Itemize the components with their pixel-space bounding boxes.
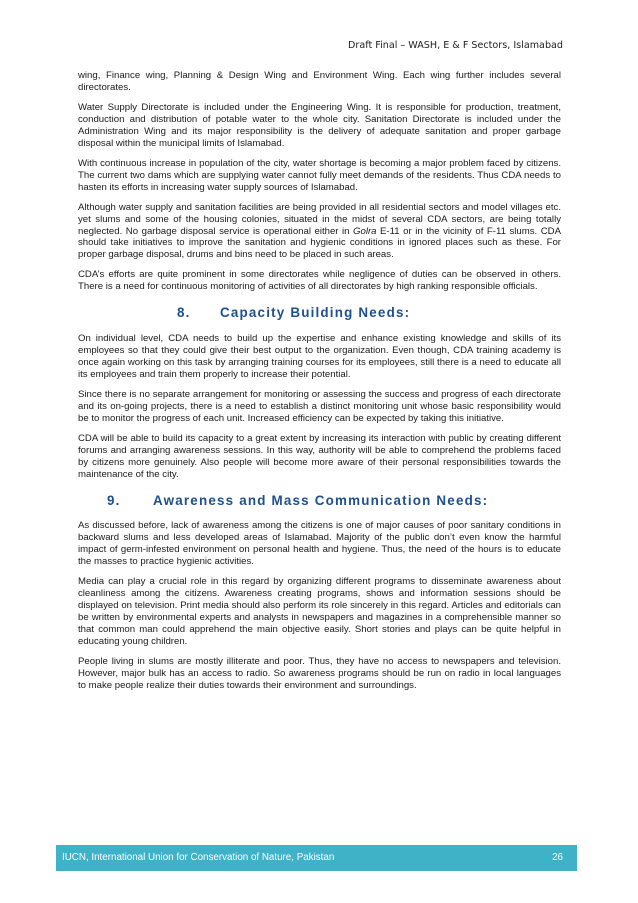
section-title: Awareness and Mass Communication Needs:	[153, 492, 489, 508]
footer-organization: IUCN, International Union for Conservation of Nature, Pakistan	[62, 852, 335, 863]
page-number: 26	[552, 852, 563, 863]
paragraph: As discussed before, lack of awareness among the citizens is one of major causes of poor sanitary conditions in backward slums and less developed areas of Islamabad. Majority of the public don’t even know the harmful impact of germ-infested environment on personal health and hygiene. Thus, the need of the hours is to educate the masses to practice hygienic activities.	[78, 520, 561, 568]
paragraph-golra	[78, 202, 561, 262]
paragraph: Water Supply Directorate is included under the Engineering Wing. It is responsible for production, treatment, conduction and distribution of potable water to the whole city. Sanitation Directorate is included under the Administration Wing and its major responsibility is the delivery of adequate sanitation and proper garbage disposal within the municipal limits of Islamabad.	[78, 102, 561, 149]
paragraph: wing, Finance wing, Planning & Design Wing and Environment Wing. Each wing further includes several directorates.	[78, 70, 561, 93]
paragraph: On individual level, CDA needs to build up the expertise and enhance existing knowledge and skills of its employees so that they could give their best output to the organization. Even though, CDA training academy is once again working on this task by arranging training courses for its employees, still there is a need to educate all its employees and train them properly to increase their potential.	[78, 333, 561, 380]
italic-place-name: Golra	[353, 225, 377, 237]
paragraph: Since there is no separate arrangement for monitoring or assessing the success and progress of each directorate and its on-going projects, there is a need to establish a distinct monitoring unit whose basic responsibility would be to monitor the progress of each unit. Increased efficiency can be expected by taking this initiative.	[78, 388, 561, 424]
paragraph: With continuous increase in population of the city, water shortage is becoming a major problem faced by citizens. The current two dams which are supplying water cannot fully meet demands of the residents. Thus CDA needs to hasten its efforts in increasing water supply sources of Islamabad.	[78, 157, 561, 193]
paragraph: Media can play a crucial role in this regard by organizing different programs to disseminate awareness about cleanliness among the citizens. Awareness creating programs, shows and information sessions should be displayed on television. Print media should also perform its role sincerely in this regard. Articles and editorials can be written by environmental experts and analysts in newspapers and magazines in a comprehensible manner so that common man could apprehend the main objective easily. Short stories and plays can be quite helpful in educating young children.	[78, 576, 561, 647]
text-run: E-11 or in the vicinity of F-11 slums. CDA should take initiatives to improve the sanitation and hygienic conditions in ignored places such as these. For proper garbage disposal, drums and bins need to be placed in such areas.	[78, 225, 561, 261]
document-body	[78, 70, 561, 692]
section-heading-9	[78, 492, 561, 508]
section-heading-8	[78, 307, 561, 319]
page-footer	[56, 845, 577, 871]
paragraph: CDA’s efforts are quite prominent in some directorates while negligence of duties can be observed in others. There is a need for continuous monitoring of activities of all directorates by high ranking responsible officials.	[78, 269, 561, 293]
text-run: Although water supply and sanitation facilities are being provided in all residential sectors and model villages etc. yet slums and some of the housing colonies, situated in the midst of several CDA sectors, are being totally neglected. No garbage disposal service is operational either in	[78, 201, 561, 237]
running-header: Draft Final – WASH, E & F Sectors, Islamabad	[348, 40, 563, 51]
section-number: 8.	[177, 305, 191, 321]
section-title: Capacity Building Needs:	[220, 305, 411, 321]
paragraph: People living in slums are mostly illiterate and poor. Thus, they have no access to newspapers and television. However, major bulk has an access to radio. So awareness programs should be run on radio in local languages to make people realize their duties towards their environment and surroundings.	[78, 655, 561, 691]
paragraph: CDA will be able to build its capacity to a great extent by increasing its interaction with public by creating different forums and arranging awareness sessions. In this way, authority will be able to comprehend the problems faced by citizens more genuinely. Also people will become more aware of their personal responsibilities towards the maintenance of the city.	[78, 432, 561, 480]
section-number: 9.	[107, 492, 121, 508]
